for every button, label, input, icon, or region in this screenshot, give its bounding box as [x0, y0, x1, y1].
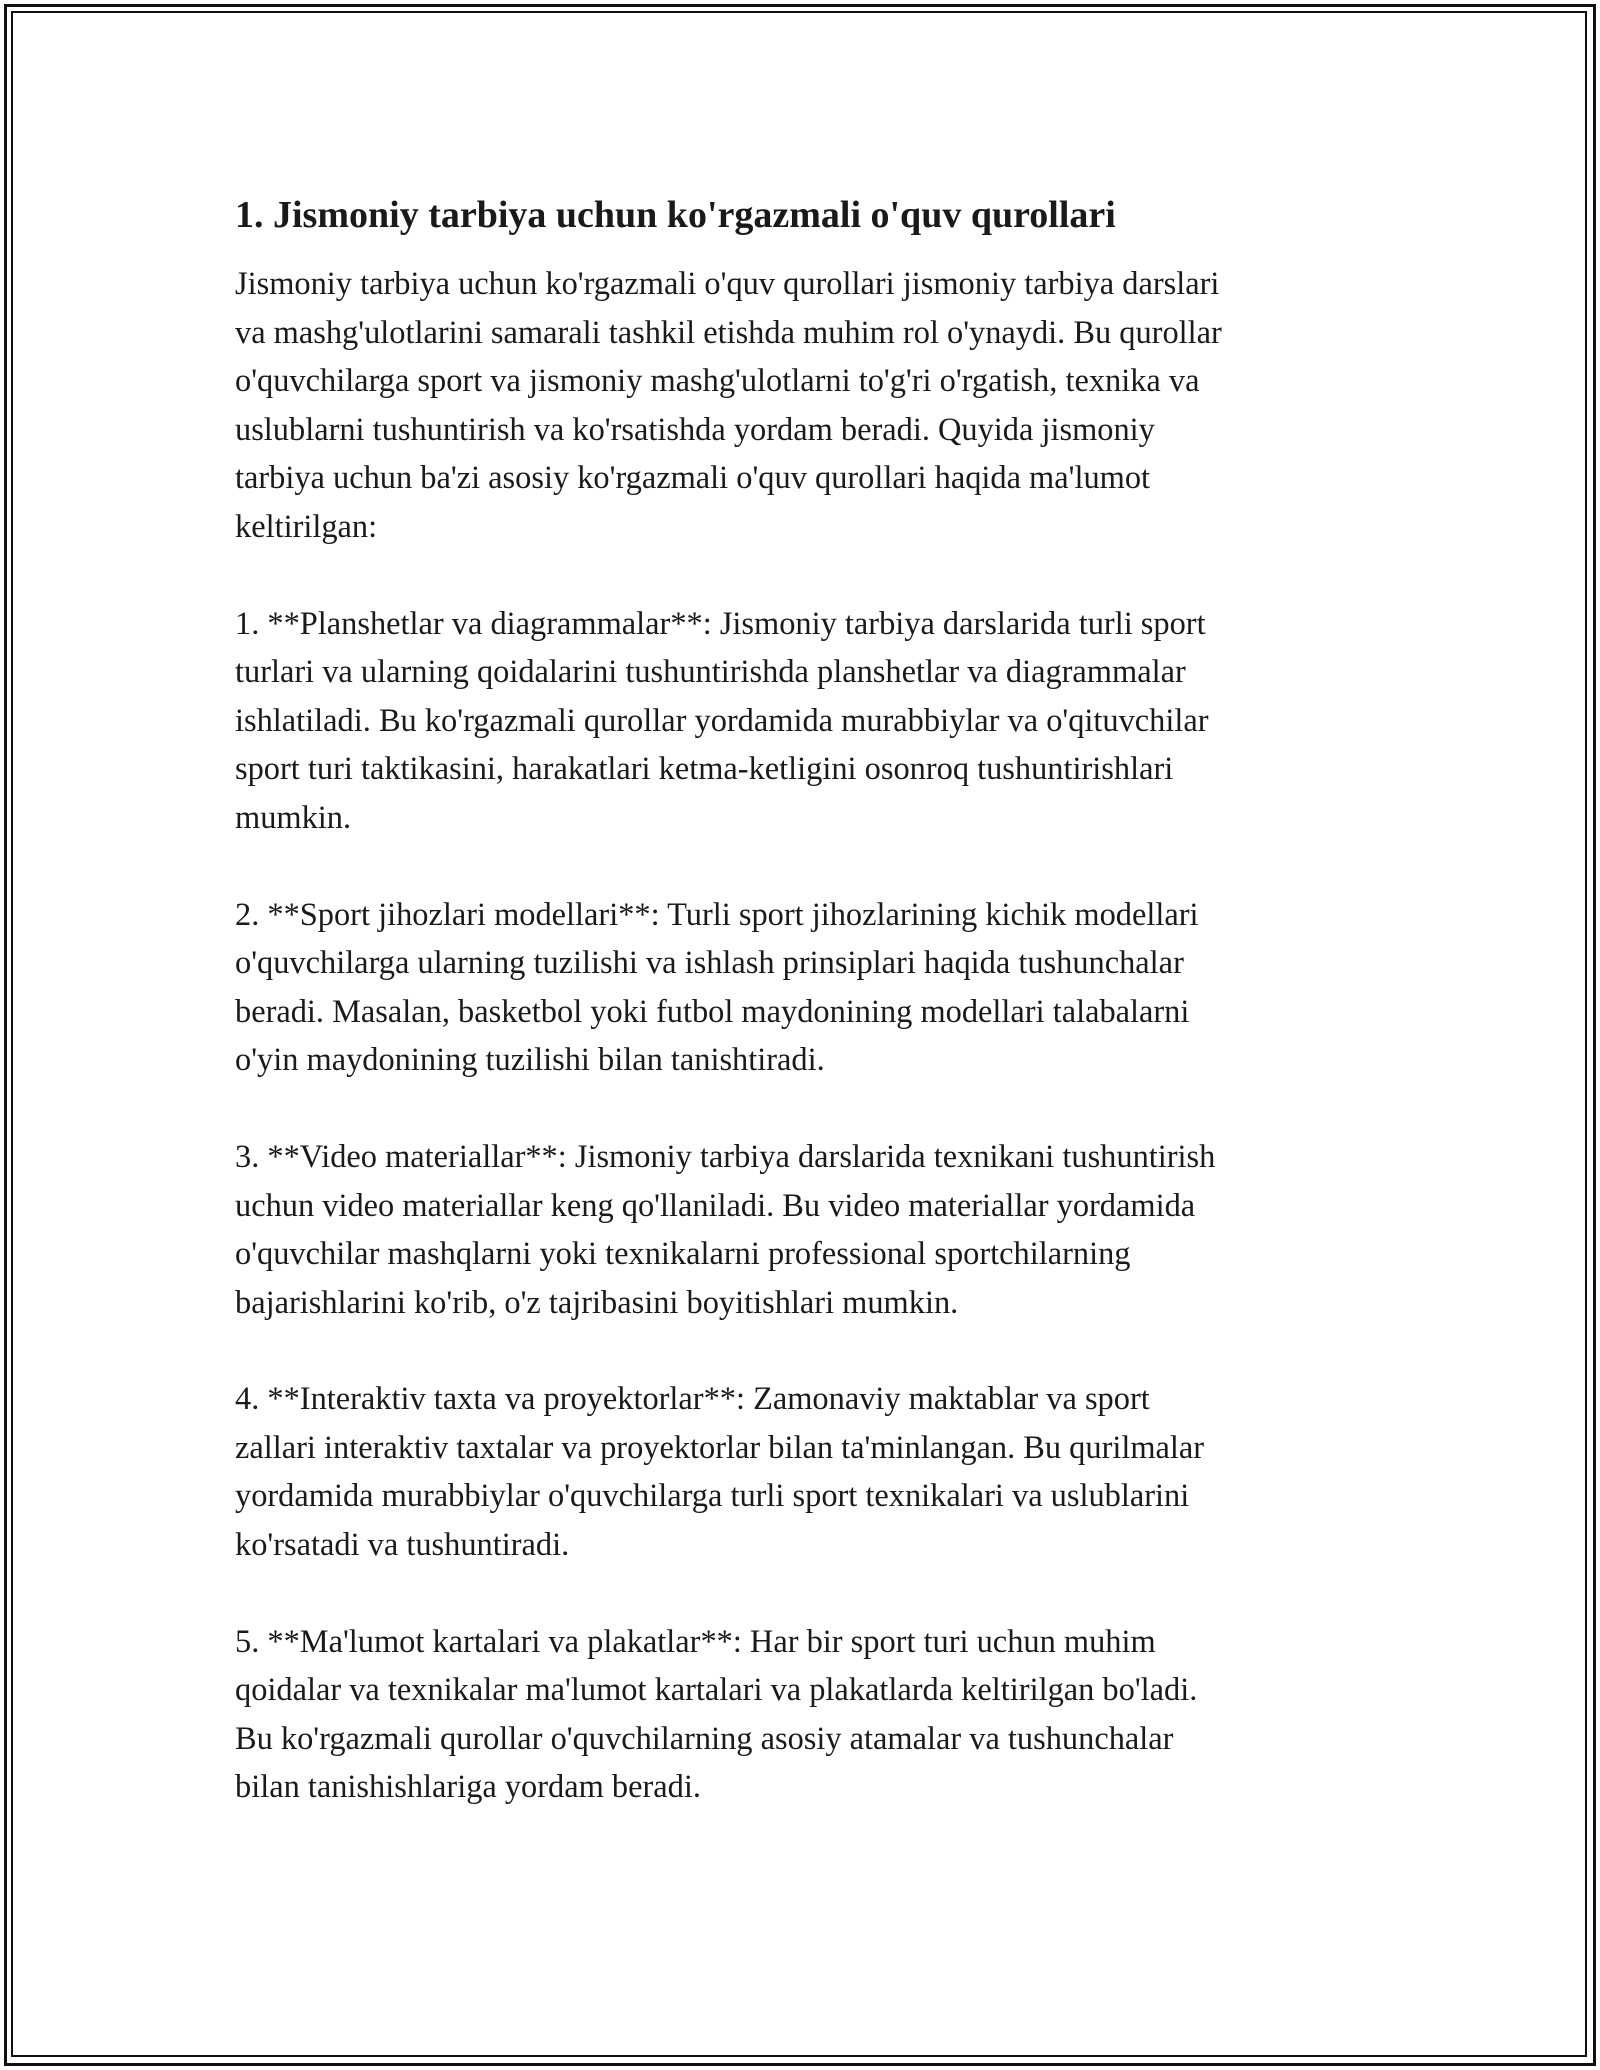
paragraph-line: qoidalar va texnikalar ma'lumot kartalari va plakatlarda keltirilgan bo'ladi. [235, 1672, 1198, 1709]
paragraph-line: 2. **Sport jihozlari modellari**: Turli sport jihozlarining kichik modellari [235, 896, 1199, 933]
paragraph-line: uchun video materiallar keng qo'llaniladi. Bu video materiallar yordamida [235, 1187, 1196, 1224]
paragraph-line: bajarishlarini ko'rib, o'z tajribasini boyitishlari mumkin. [235, 1284, 959, 1321]
paragraph-line: bilan tanishishlariga yordam beradi. [235, 1769, 701, 1806]
paragraph-line: beradi. Masalan, basketbol yoki futbol maydonining modellari talabalarni [235, 993, 1190, 1030]
list-item-video-materiallar [235, 1133, 1375, 1327]
paragraph-line: Bu ko'rgazmali qurollar o'quvchilarning asosiy atamalar va tushunchalar [235, 1720, 1174, 1757]
paragraph-line: mumkin. [235, 799, 352, 836]
paragraph-line: va mashg'ulotlarini samarali tashkil etishda muhim rol o'ynaydi. Bu qurollar [235, 314, 1222, 351]
list-item-sport-jihozlari [235, 891, 1375, 1085]
paragraph-line: ko'rsatadi va tushuntiradi. [235, 1527, 570, 1564]
paragraph-line: keltirilgan: [235, 508, 378, 545]
list-item-planshetlar [235, 600, 1375, 843]
paragraph-line: yordamida murabbiylar o'quvchilarga turli sport texnikalari va uslublarini [235, 1478, 1190, 1515]
paragraph-line: ishlatiladi. Bu ko'rgazmali qurollar yordamida murabbiylar va o'qituvchilar [235, 702, 1209, 739]
document-title: 1. Jismoniy tarbiya uchun ko'rgazmali o'quv qurollari [235, 194, 1116, 236]
paragraph-line: Jismoniy tarbiya uchun ko'rgazmali o'quv qurollari jismoniy tarbiya darslari [235, 266, 1220, 302]
list-item-interaktiv-taxta [235, 1375, 1375, 1569]
paragraph-line: turlari va ularning qoidalarini tushuntirishda planshetlar va diagrammalar [235, 654, 1186, 691]
intro-paragraph [235, 260, 1375, 552]
paragraph-line: uslublarni tushuntirish va ko'rsatishda yordam beradi. Quyida jismoniy [235, 411, 1155, 448]
paragraph-line: 1. **Planshetlar va diagrammalar**: Jismoniy tarbiya darslarida turli sport [235, 605, 1206, 642]
paragraph-line: o'quvchilar mashqlarni yoki texnikalarni professional sportchilarning [235, 1236, 1131, 1273]
paragraph-line: o'quvchilarga sport va jismoniy mashg'ulotlarni to'g'ri o'rgatish, texnika va [235, 363, 1200, 400]
list-item-malumot-kartalari [235, 1618, 1375, 1812]
paragraph-line: 5. **Ma'lumot kartalari va plakatlar**: Har bir sport turi uchun muhim [235, 1623, 1156, 1660]
paragraph-line: o'yin maydonining tuzilishi bilan tanishtiradi. [235, 1042, 825, 1079]
paragraph-line: 3. **Video materiallar**: Jismoniy tarbiya darslarida texnikani tushuntirish [235, 1138, 1216, 1175]
paragraph-line: zallari interaktiv taxtalar va proyektorlar bilan ta'minlangan. Bu qurilmalar [235, 1429, 1205, 1466]
paragraph-line: 4. **Interaktiv taxta va proyektorlar**: Zamonaviy maktablar va sport [235, 1381, 1150, 1418]
paragraph-line: o'quvchilarga ularning tuzilishi va ishlash prinsiplari haqida tushunchalar [235, 945, 1184, 982]
document-body [235, 190, 1375, 1812]
paragraph-line: sport turi taktikasini, harakatlari ketma-ketligini osonroq tushuntirishlari [235, 751, 1174, 788]
paragraph-line: tarbiya uchun ba'zi asosiy ko'rgazmali o'quv qurollari haqida ma'lumot [235, 460, 1151, 497]
